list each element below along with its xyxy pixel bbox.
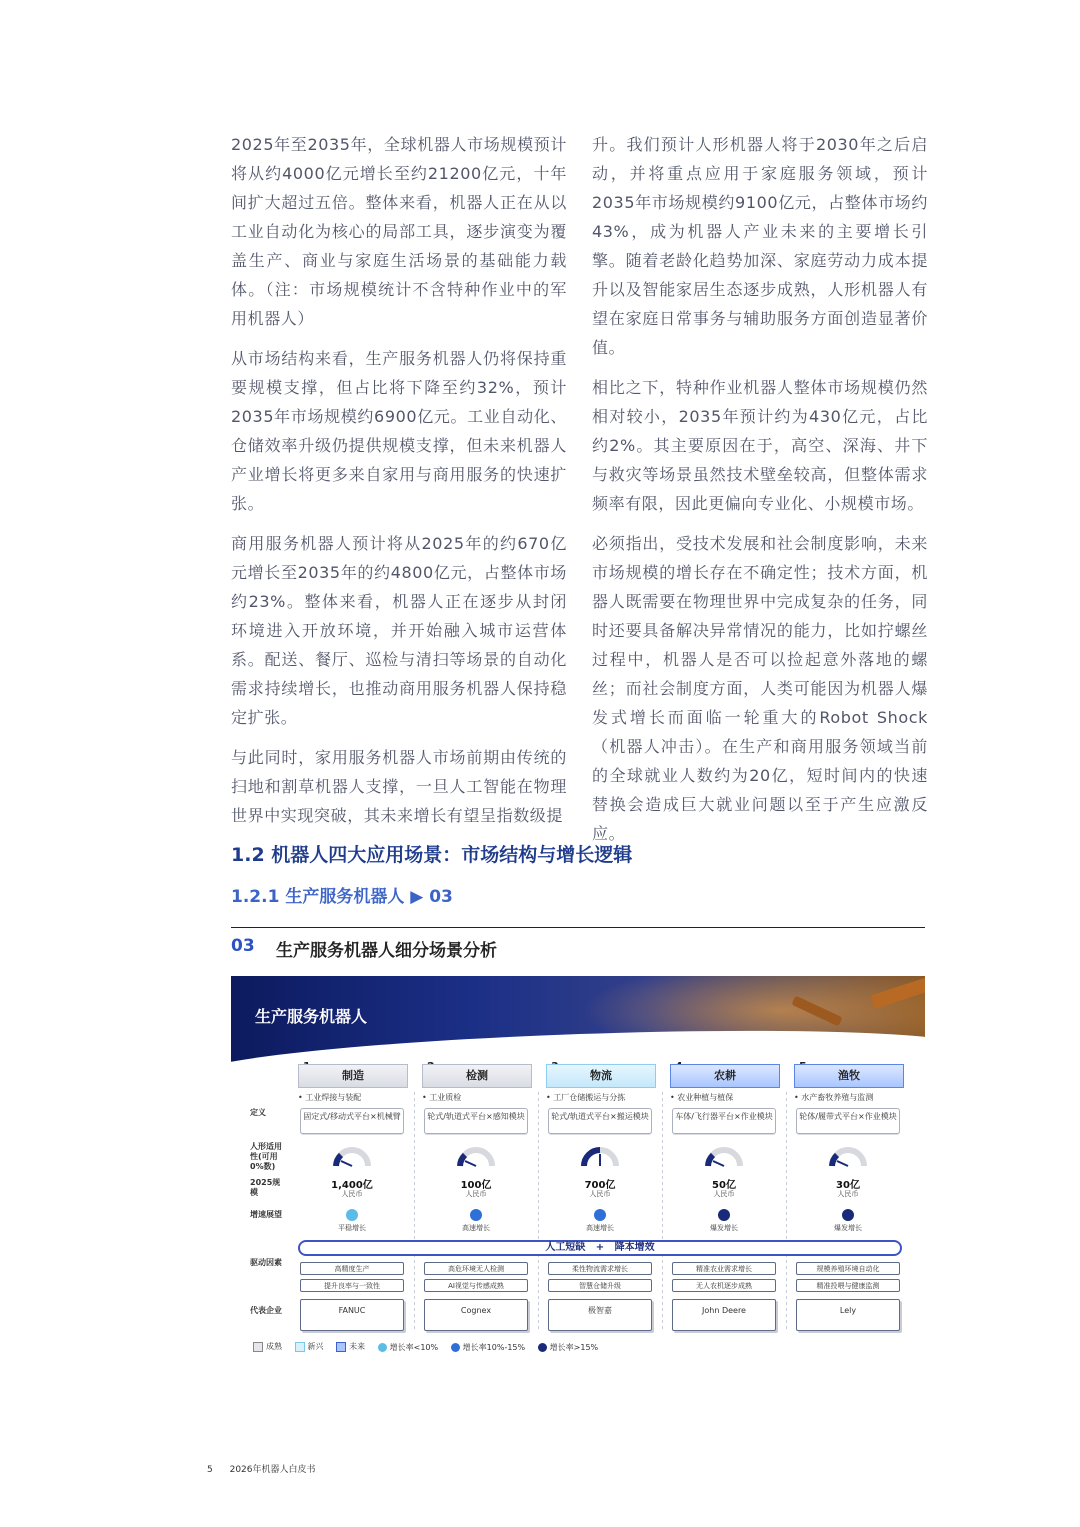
paragraph: 与此同时，家用服务机器人市场前期由传统的扫地和割草机器人支撑，一旦人工智能在物理世界中实现突破，其未来增长有望呈指数级提 <box>231 748 567 825</box>
market-size-unit: 人民币 <box>341 1190 363 1198</box>
paragraph: 商用服务机器人预计将从2025年的约670亿元增长至2035年的约4800亿元，占整体市场约23%。整体来看，机器人正在逐步从封闭环境进入开放环境，并开始融入城市运营体系。配送、餐厅、巡检与清扫等场景的自动化需求持续增长，也推动商用服务机器人保持稳定扩张。 <box>231 534 567 727</box>
row-label-definition: 定义 <box>250 1108 266 1117</box>
row-label-drivers: 驱动因素 <box>250 1258 282 1267</box>
growth-arrow-icon <box>594 1209 606 1221</box>
definition-box: 轮式/轨道式平台×感知模块 <box>424 1108 528 1134</box>
driver-box: 提升良率与一致性 <box>300 1279 404 1292</box>
driver-box: 精准农业需求增长 <box>672 1262 776 1275</box>
driver-box: 精准投喂与健康监测 <box>796 1279 900 1292</box>
growth-label: 高速增长 <box>586 1224 614 1232</box>
legend-label: 未来 <box>349 1342 366 1351</box>
market-size: 30亿 <box>836 1180 860 1191</box>
definition-item: • 工业焊接与装配 <box>298 1093 362 1102</box>
growth-label: 爆发增长 <box>834 1224 862 1232</box>
tab-inspection: 检测 <box>422 1064 532 1088</box>
legend-label: 新兴 <box>307 1342 324 1351</box>
section-title: 1.2 机器人四大应用场景：市场结构与增长逻辑 <box>231 844 633 866</box>
driver-box: AI视觉与传感成熟 <box>424 1279 528 1292</box>
tab-logistics: 物流 <box>546 1064 656 1088</box>
driver-box: 智慧仓储升级 <box>548 1279 652 1292</box>
legend-swatch-icon <box>253 1342 263 1352</box>
legend-label: 增长率>15% <box>549 1342 599 1352</box>
market-size: 100亿 <box>460 1180 492 1191</box>
paragraph: 相比之下，特种作业机器人整体市场规模仍然相对较小，2035年预计约为430亿元，占比约2%。其主要原因在于，高空、深海、井下与救灾等场景虽然技术壁垒较高，但整体需求频率有限，因此更偏向专业化、小规模市场。 <box>592 378 928 513</box>
legend-label: 成熟 <box>266 1342 282 1351</box>
page-number: 5 <box>207 1465 213 1475</box>
driver-banner <box>298 1240 902 1256</box>
paragraph: 升。我们预计人形机器人将于2030年之后启动，并将重点应用于家庭服务领域，预计2035年市场规模约9100亿元，占整体市场约43%，成为机器人产业未来的主要增长引擎。随着老龄化趋势加深、家庭劳动力成本提升以及智能家居生态逐步成熟，人形机器人有望在家庭日常事务与辅助服务方面创造显著价值。 <box>592 135 928 357</box>
tab-manufacturing: 制造 <box>298 1064 408 1088</box>
definition-item: • 农业种植与植保 <box>670 1093 734 1102</box>
driver-box: 柔性物流需求增长 <box>548 1262 652 1275</box>
definition-box: 轮体/履带式平台×作业模块 <box>796 1108 900 1134</box>
definition-box: 固定式/移动式平台×机械臂 <box>300 1108 404 1134</box>
growth-high-icon <box>538 1343 547 1352</box>
row-label-humanoid: 人形适用性(可用0%数) <box>250 1142 282 1171</box>
driver-banner-right: 降本增效 <box>614 1242 655 1253</box>
growth-mid-icon <box>451 1343 460 1352</box>
growth-arrow-icon <box>718 1209 730 1221</box>
document-title: 2026年机器人白皮书 <box>229 1465 316 1475</box>
definition-box: 车体/飞行器平台×作业模块 <box>672 1108 776 1134</box>
legend-swatch-icon <box>295 1342 305 1352</box>
figure-title: 生产服务机器人细分场景分析 <box>276 941 497 961</box>
gauge-icon <box>828 1146 868 1168</box>
growth-label: 爆发增长 <box>710 1224 738 1232</box>
subsection-title: 1.2.1 生产服务机器人 ▶ 03 <box>231 887 453 907</box>
market-size-unit: 人民币 <box>837 1190 859 1198</box>
growth-low-icon <box>378 1343 387 1352</box>
market-size: 1,400亿 <box>331 1180 373 1191</box>
definition-box: 轮式/轨道式平台×搬运模块 <box>548 1108 652 1134</box>
divider <box>231 927 925 928</box>
row-label-size: 2025规模 <box>250 1178 281 1197</box>
plus-icon: + <box>595 1242 605 1253</box>
driver-box: 规模养殖环境自动化 <box>796 1262 900 1275</box>
paragraph: 从市场结构来看，生产服务机器人仍将保持重要规模支撑，但占比将下降至约32%，预计2035年市场规模约6900亿元。工业自动化、仓储效率升级仍提供规模支撑，但未来机器人产业增长将更多来自家用与商用服务的快速扩张。 <box>231 349 567 513</box>
driver-box: 高危环境无人检测 <box>424 1262 528 1275</box>
growth-arrow-icon <box>346 1209 358 1221</box>
growth-label: 高速增长 <box>462 1224 490 1232</box>
market-size-unit: 人民币 <box>713 1190 735 1198</box>
banner-title: 生产服务机器人 <box>255 1007 368 1026</box>
legend-label: 增长率10%-15% <box>462 1342 526 1352</box>
company-logo: John Deere <box>672 1299 776 1331</box>
row-label-growth: 增速展望 <box>250 1210 282 1219</box>
definition-item: • 工业质检 <box>422 1093 462 1102</box>
definition-item: • 水产畜牧养殖与监测 <box>794 1093 874 1102</box>
growth-label: 平稳增长 <box>338 1224 366 1232</box>
growth-arrow-icon <box>842 1209 854 1221</box>
body-column-right <box>592 130 928 859</box>
gauge-icon <box>704 1146 744 1168</box>
company-logo: Lely <box>796 1299 900 1331</box>
gauge-icon <box>332 1146 372 1168</box>
market-size: 700亿 <box>584 1180 616 1191</box>
company-logo: FANUC <box>300 1299 404 1331</box>
driver-box: 高精度生产 <box>300 1262 404 1275</box>
driver-box: 无人农机逐步成熟 <box>672 1279 776 1292</box>
legend-swatch-icon <box>336 1342 346 1352</box>
tab-fishery-livestock: 渔牧 <box>794 1064 904 1088</box>
tab-farming: 农耕 <box>670 1064 780 1088</box>
company-logo: Cognex <box>424 1299 528 1331</box>
market-size-unit: 人民币 <box>589 1190 611 1198</box>
legend-label: 增长率<10% <box>389 1342 439 1352</box>
paragraph: 2025年至2035年，全球机器人市场规模预计将从约4000亿元增长至约21200亿元，十年间扩大超过五倍。整体来看，机器人正在从以工业自动化为核心的局部工具，逐步演变为覆盖生产、商业与家庭生活场景的基础能力载体。（注：市场规模统计不含特种作业中的军用机器人） <box>231 135 567 328</box>
paragraph: 必须指出，受技术发展和社会制度影响，未来市场规模的增长存在不确定性；技术方面，机器人既需要在物理世界中完成复杂的任务，同时还要具备解决异常情况的能力，比如拧螺丝过程中，机器人是否可以捡起意外落地的螺丝；而社会制度方面，人类可能因为机器人爆发式增长而面临一轮重大的Robot Shock（机器人冲击）。在生产和商用服务领域当前的全球就业人数约为20亿，短时间内的快速替换会造成巨大就业问题以至于产生应激反应。 <box>592 534 928 843</box>
growth-arrow-icon <box>470 1209 482 1221</box>
definition-item: • 工厂仓储搬运与分拣 <box>546 1093 626 1102</box>
body-column-left <box>231 130 567 841</box>
gauge-icon <box>580 1146 620 1168</box>
figure-number: 03 <box>231 936 255 956</box>
page-footer <box>207 1462 316 1475</box>
driver-banner-left: 人工短缺 <box>545 1242 586 1253</box>
row-label-companies: 代表企业 <box>250 1306 282 1315</box>
company-logo: 极智嘉 <box>548 1299 652 1331</box>
figure-legend <box>253 1341 608 1354</box>
gauge-icon <box>456 1146 496 1168</box>
market-size: 50亿 <box>712 1180 736 1191</box>
market-size-unit: 人民币 <box>465 1190 487 1198</box>
